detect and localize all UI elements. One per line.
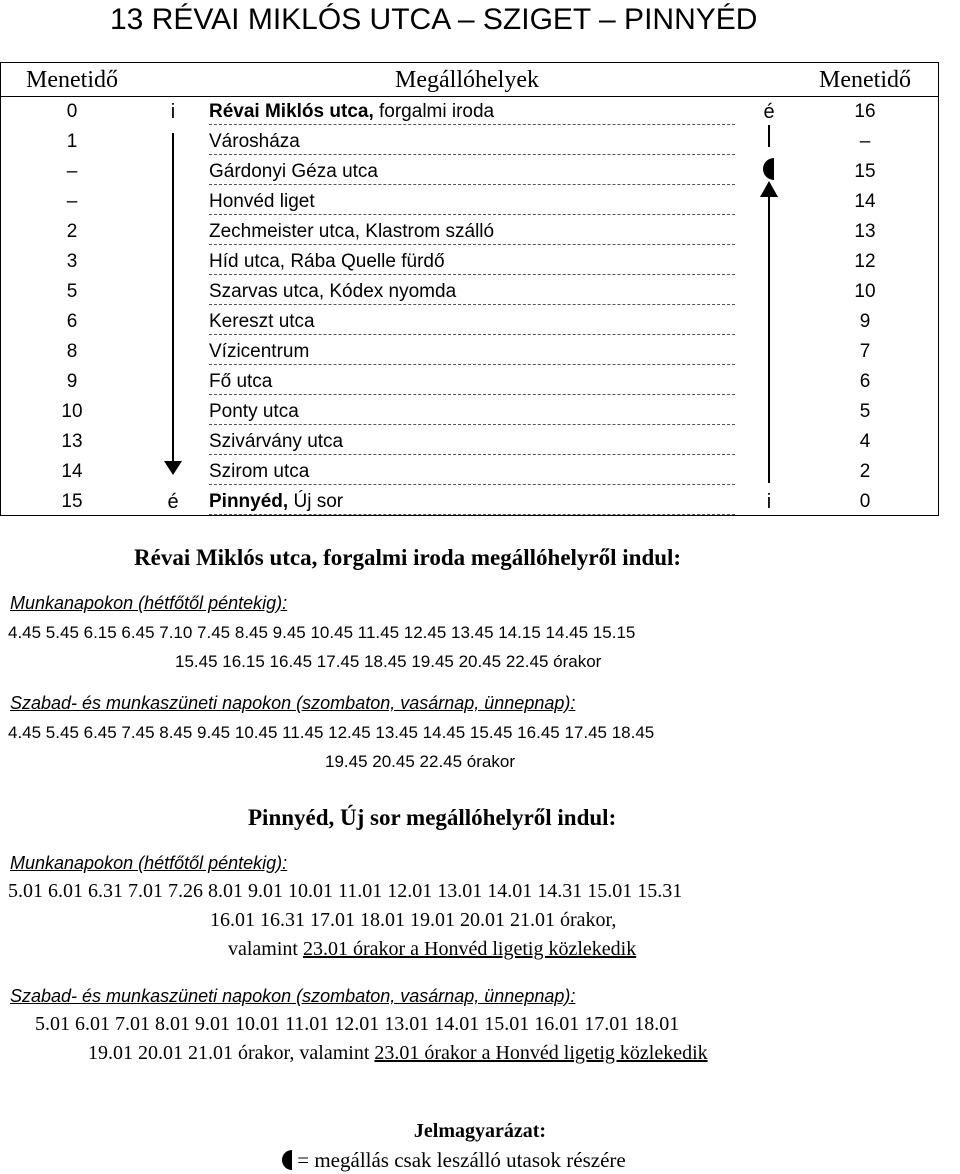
page-title: 13 RÉVAI MIKLÓS UTCA – SZIGET – PINNYÉD bbox=[110, 3, 758, 36]
runtime-outbound: 6 bbox=[66, 311, 78, 332]
runtime-inbound: 16 bbox=[854, 101, 876, 122]
stop-row bbox=[1, 427, 940, 457]
stop-name bbox=[209, 430, 735, 455]
stop-name bbox=[209, 190, 735, 215]
stop-name-text: Fő utca bbox=[209, 371, 273, 392]
stop-name-text: Híd utca, Rába Quelle fürdő bbox=[209, 251, 445, 272]
stop-row bbox=[1, 217, 940, 247]
stop-name bbox=[209, 340, 735, 365]
stop-row bbox=[1, 487, 940, 517]
stop-row bbox=[1, 307, 940, 337]
runtime-inbound: 2 bbox=[859, 461, 871, 482]
header-right-cell bbox=[791, 63, 939, 97]
runtime-inbound: 13 bbox=[854, 221, 876, 242]
runtime-outbound: 9 bbox=[66, 371, 78, 392]
header-runtime-right: Menetidő bbox=[819, 67, 911, 93]
alight-only-legend-icon bbox=[280, 1150, 292, 1170]
stop-row bbox=[1, 97, 940, 127]
weekend-times-revai-line2: 19.45 20.45 22.45 órakor bbox=[325, 752, 515, 771]
section-heading-revai: Révai Miklós utca, forgalmi iroda megállóhelyről indul: bbox=[134, 545, 682, 570]
stop-name bbox=[209, 250, 735, 275]
stop-name-text: forgalmi iroda bbox=[373, 101, 495, 122]
stop-name-bold: Pinnyéd, bbox=[209, 491, 289, 512]
weekend-label-pinnyed: Szabad- és munkaszüneti napokon (szombaton, vasárnap, ünnepnap): bbox=[10, 986, 576, 1006]
weekday-times-revai-line1: 4.45 5.45 6.15 6.45 7.10 7.45 8.45 9.45 10.45 11.45 12.45 13.45 14.15 14.45 15.15 bbox=[8, 623, 636, 642]
stop-name-text: Városháza bbox=[209, 131, 300, 152]
runtime-outbound: 10 bbox=[61, 401, 83, 422]
weekday-times-pinnyed-line2: 16.01 16.31 17.01 18.01 19.01 20.01 21.01 órakor, bbox=[210, 909, 617, 931]
runtime-inbound: 12 bbox=[854, 251, 876, 272]
stop-row bbox=[1, 367, 940, 397]
runtime-inbound: 10 bbox=[854, 281, 876, 302]
stop-row bbox=[1, 277, 940, 307]
stop-name-text: Vízicentrum bbox=[209, 341, 310, 362]
stop-name-text: Szirom utca bbox=[209, 461, 310, 482]
runtime-outbound: – bbox=[66, 191, 78, 212]
stop-name bbox=[209, 400, 735, 425]
stop-name bbox=[209, 370, 735, 395]
weekend-times-revai-line1: 4.45 5.45 6.45 7.45 8.45 9.45 10.45 11.45 12.45 13.45 14.45 15.45 16.45 17.45 18.45 bbox=[8, 723, 655, 742]
stop-name bbox=[209, 100, 735, 125]
weekday-times-revai-line2: 15.45 16.15 16.45 17.45 18.45 19.45 20.45 22.45 órakor bbox=[175, 652, 602, 671]
start-symbol-right: é bbox=[763, 101, 775, 123]
stop-name bbox=[209, 220, 735, 245]
stop-name-text: Gárdonyi Géza utca bbox=[209, 161, 378, 182]
weekend-label-revai: Szabad- és munkaszüneti napokon (szombaton, vasárnap, ünnepnap): bbox=[10, 693, 576, 713]
weekday-label-revai: Munkanapokon (hétfőtől péntekig): bbox=[10, 593, 288, 613]
header-center-cell bbox=[143, 63, 791, 97]
end-symbol-right: i bbox=[766, 491, 772, 513]
runtime-inbound: 0 bbox=[859, 491, 871, 512]
weekend-times-pinnyed-line2 bbox=[88, 1042, 708, 1065]
stop-name bbox=[209, 460, 735, 485]
runtime-inbound: 4 bbox=[859, 431, 871, 452]
stop-name bbox=[209, 490, 735, 515]
section-heading-pinnyed: Pinnyéd, Új sor megállóhelyről indul: bbox=[248, 805, 617, 830]
header-stops: Megállóhelyek bbox=[395, 67, 539, 93]
direction-line-up bbox=[768, 195, 770, 483]
legend-text: = megállás csak leszálló utasok részére bbox=[292, 1148, 626, 1172]
stop-name-text: Zechmeister utca, Klastrom szálló bbox=[209, 221, 495, 242]
runtime-outbound: 3 bbox=[66, 251, 78, 272]
runtime-inbound: 9 bbox=[859, 311, 871, 332]
stop-name-text: Ponty utca bbox=[209, 401, 299, 422]
runtime-outbound: 14 bbox=[61, 461, 83, 482]
stop-name-text: Kereszt utca bbox=[209, 311, 315, 332]
stop-row bbox=[1, 127, 940, 157]
stop-row bbox=[1, 187, 940, 217]
weekday-times-pinnyed-line3 bbox=[228, 938, 636, 961]
stop-name-bold: Révai Miklós utca, bbox=[209, 101, 374, 122]
runtime-inbound: – bbox=[859, 131, 871, 152]
runtime-inbound: 14 bbox=[854, 191, 876, 212]
arrow-down-icon bbox=[164, 461, 182, 475]
runtime-outbound: 1 bbox=[66, 131, 78, 152]
stop-name bbox=[209, 130, 735, 155]
weekend-times-pinnyed-prefix: 19.01 20.01 21.01 órakor, valamint bbox=[88, 1042, 375, 1064]
runtime-outbound: 0 bbox=[66, 101, 78, 122]
timetable bbox=[0, 62, 939, 516]
stop-row bbox=[1, 157, 940, 187]
runtime-outbound: 8 bbox=[66, 341, 78, 362]
weekend-late-note: 23.01 órakor a Honvéd ligetig közlekedik bbox=[374, 1042, 708, 1064]
legend-heading: Jelmagyarázat: bbox=[413, 1120, 547, 1142]
start-symbol-left: i bbox=[170, 101, 176, 123]
runtime-outbound: – bbox=[66, 161, 78, 182]
runtime-inbound: 5 bbox=[859, 401, 871, 422]
weekday-label-pinnyed: Munkanapokon (hétfőtől péntekig): bbox=[10, 853, 288, 873]
stop-name-text: Szivárvány utca bbox=[209, 431, 344, 452]
weekday-times-pinnyed-prefix: valamint bbox=[228, 938, 303, 960]
stop-row bbox=[1, 337, 940, 367]
alight-only-icon bbox=[758, 158, 774, 180]
stop-row bbox=[1, 247, 940, 277]
header-runtime-left: Menetidő bbox=[26, 67, 118, 93]
stop-name-text: Honvéd liget bbox=[209, 191, 315, 212]
header-left-cell bbox=[1, 63, 143, 97]
direction-line-top-segment bbox=[768, 125, 770, 147]
stop-name-text: Szarvas utca, Kódex nyomda bbox=[209, 281, 457, 302]
stop-name bbox=[209, 160, 735, 185]
weekend-times-pinnyed-line1: 5.01 6.01 7.01 8.01 9.01 10.01 11.01 12.01 13.01 14.01 15.01 16.01 17.01 18.01 bbox=[35, 1013, 680, 1035]
stop-name-text: Új sor bbox=[288, 491, 344, 512]
end-symbol-left: é bbox=[167, 491, 179, 513]
stop-row bbox=[1, 397, 940, 427]
weekday-times-pinnyed-line1: 5.01 6.01 6.31 7.01 7.26 8.01 9.01 10.01 11.01 12.01 13.01 14.01 14.31 15.01 15.31 bbox=[8, 880, 683, 902]
runtime-inbound: 6 bbox=[859, 371, 871, 392]
legend-item bbox=[280, 1148, 626, 1173]
runtime-inbound: 7 bbox=[859, 341, 871, 362]
runtime-outbound: 2 bbox=[66, 221, 78, 242]
runtime-outbound: 15 bbox=[61, 491, 83, 512]
runtime-outbound: 5 bbox=[66, 281, 78, 302]
runtime-inbound: 15 bbox=[854, 161, 876, 182]
weekday-late-note: 23.01 órakor a Honvéd ligetig közlekedik bbox=[302, 938, 637, 960]
direction-line-down bbox=[172, 133, 174, 463]
runtime-outbound: 13 bbox=[61, 431, 83, 452]
stop-row bbox=[1, 457, 940, 487]
stop-name bbox=[209, 310, 735, 335]
stop-name bbox=[209, 280, 735, 305]
